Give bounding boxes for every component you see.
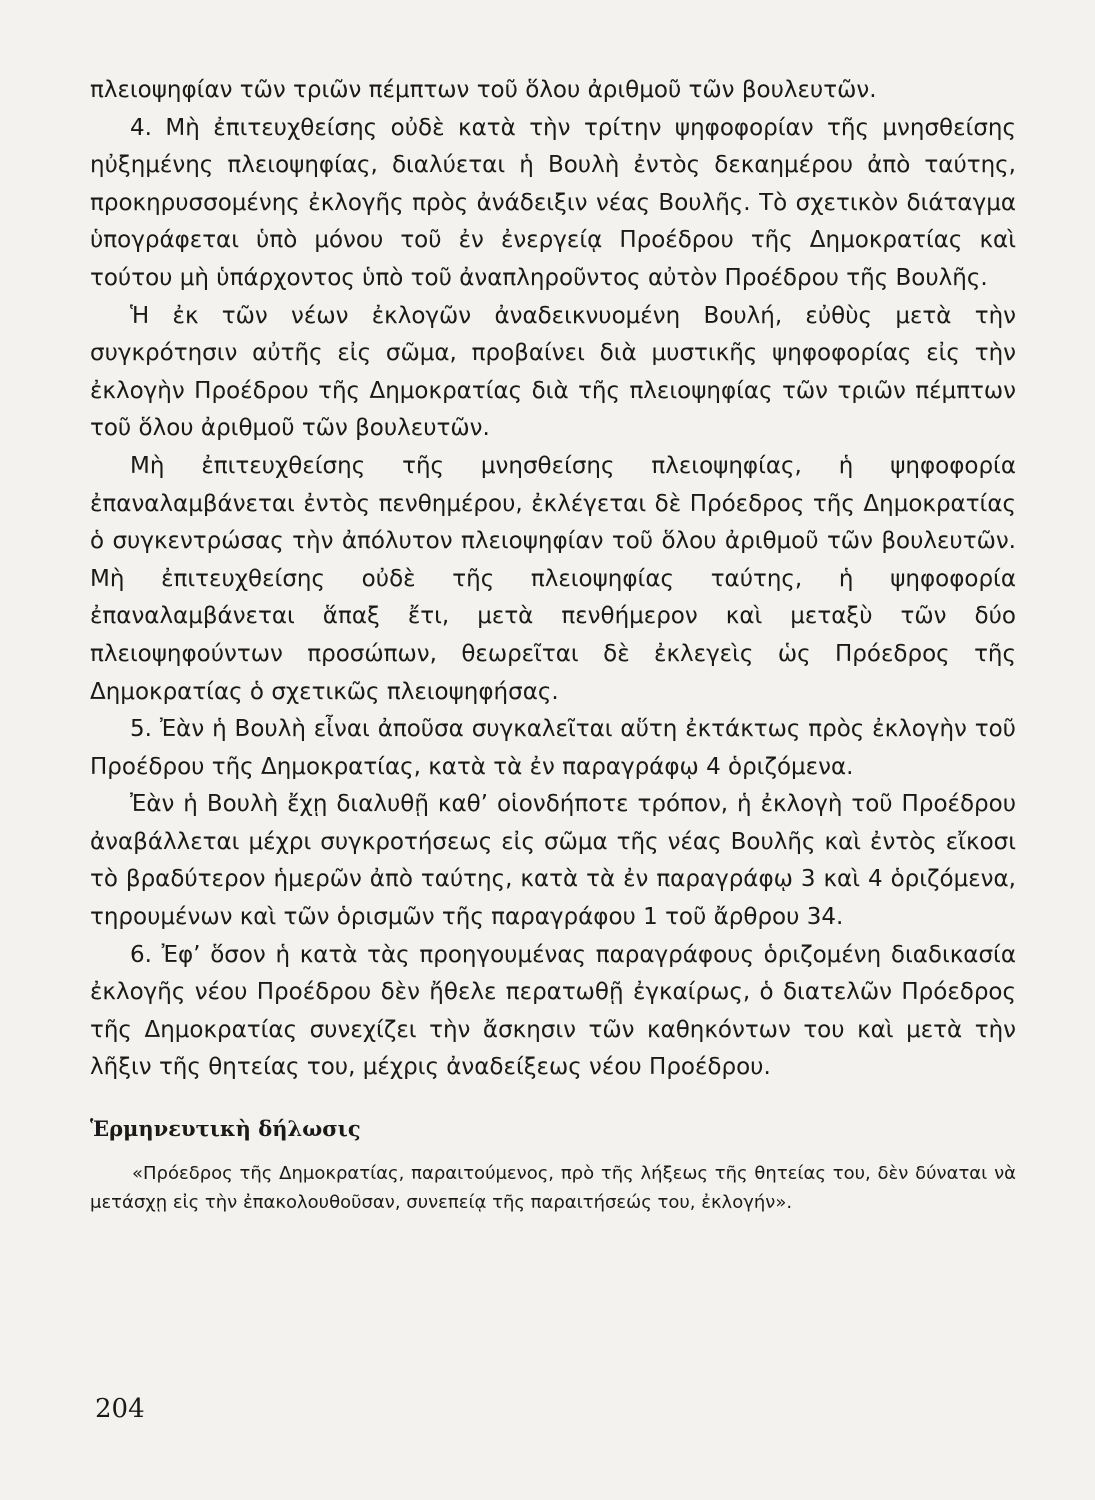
paragraph-section-5: 5. Ἐὰν ἡ Βουλὴ εἶναι ἀποῦσα συγκαλεῖται αὕτη ἐκτάκτως πρὸς ἐκλογὴν τοῦ Προέδρου τῆς Δημοκρατίας, κατὰ τὰ ἐν παραγράφῳ 4 ὁριζόμενα. bbox=[90, 716, 1016, 780]
interpretive-statement-quote: «Πρόεδρος τῆς Δημοκρατίας, παραιτούμενος, πρὸ τῆς λήξεως τῆς θητείας του, δὲν δύναται νὰ μετάσχῃ εἰς τὴν ἐπακολουθοῦσαν, συνεπείᾳ τῆς παραιτήσεώς του, ἐκλογήν». bbox=[90, 1163, 1016, 1214]
page-number: 204 bbox=[95, 1394, 145, 1424]
paragraph-section-4: 4. Μὴ ἐπιτευχθείσης οὐδὲ κατὰ τὴν τρίτην ψηφοφορίαν τῆς μνησθείσης ηὐξημένης πλειοψηφίας, διαλύεται ἡ Βουλὴ ἐντὸς δεκαημέρου ἀπὸ ταύτης, προκηρυσσομένης ἐκλογῆς πρὸς ἀνάδειξιν νέας Βουλῆς. Τὸ σχετικὸν διάταγμα ὑπογράφεται ὑπὸ μόνου τοῦ ἐν ἐνεργείᾳ Προέδρου τῆς Δημοκρατίας καὶ τούτου μὴ ὑπάρχοντος ὑπὸ τοῦ ἀναπληροῦντος αὐτὸν Προέδρου τῆς Βουλῆς. bbox=[90, 114, 1016, 291]
interpretive-statement-heading: Ἑρμηνευτικὴ δήλωσις bbox=[90, 1116, 361, 1142]
paragraph-dissolved-parliament: Ἐὰν ἡ Βουλὴ ἔχῃ διαλυθῇ καθ’ οἱονδήποτε τρόπον, ἡ ἐκλογὴ τοῦ Προέδρου ἀναβάλλεται μέχρι συγκροτήσεως εἰς σῶμα τῆς νέας Βουλῆς καὶ ἐντὸς εἴκοσι τὸ βραδύτερον ἡμερῶν ἀπὸ ταύτης, κατὰ τὰ ἐν παραγράφῳ 3 καὶ 4 ὁριζόμενα, τηρουμένων καὶ τῶν ὁρισμῶν τῆς παραγράφου 1 τοῦ ἄρθρου 34. bbox=[90, 791, 1016, 931]
paragraph-continuation: πλειοψηφίαν τῶν τριῶν πέμπτων τοῦ ὅλου ἀριθμοῦ τῶν βουλευτῶν. bbox=[90, 77, 877, 103]
paragraph-section-6: 6. Ἐφ’ ὅσον ἡ κατὰ τὰς προηγουμένας παραγράφους ὁριζομένη διαδικασία ἐκλογῆς νέου Προέδρου δὲν ἤθελε περατωθῇ ἐγκαίρως, ὁ διατελῶν Πρόεδρος τῆς Δημοκρατίας συνεχίζει τὴν ἄσκησιν τῶν καθηκόντων του καὶ μετὰ τὴν λῆξιν τῆς θητείας του, μέχρις ἀναδείξεως νέου Προέδρου. bbox=[90, 941, 1016, 1081]
paragraph-repeat-vote: Μὴ ἐπιτευχθείσης τῆς μνησθείσης πλειοψηφίας, ἡ ψηφοφορία ἐπαναλαμβάνεται ἐντὸς πενθημέρου, ἐκλέγεται δὲ Πρόεδρος τῆς Δημοκρατίας ὁ συγκεντρώσας τὴν ἀπόλυτον πλειοψηφίαν τοῦ ὅλου ἀριθμοῦ τῶν βουλευτῶν. Μὴ ἐπιτευχθείσης οὐδὲ τῆς πλειοψηφίας ταύτης, ἡ ψηφοφορία ἐπαναλαμβάνεται ἅπαξ ἔτι, μετὰ πενθήμερον καὶ μεταξὺ τῶν δύο πλειοψηφούντων προσώπων, θεωρεῖται δὲ ἐκλεγεὶς ὡς Πρόεδρος τῆς Δημοκρατίας ὁ σχετικῶς πλειοψηφήσας. bbox=[90, 452, 1016, 705]
page-body bbox=[90, 72, 1016, 1217]
paragraph-new-parliament: Ἡ ἐκ τῶν νέων ἐκλογῶν ἀναδεικνυομένη Βουλή, εὐθὺς μετὰ τὴν συγκρότησιν αὐτῆς εἰς σῶμα, προβαίνει διὰ μυστικῆς ψηφοφορίας εἰς τὴν ἐκλογὴν Προέδρου τῆς Δημοκρατίας διὰ τῆς πλειοψηφίας τῶν τριῶν πέμπτων τοῦ ὅλου ἀριθμοῦ τῶν βουλευτῶν. bbox=[90, 302, 1016, 442]
